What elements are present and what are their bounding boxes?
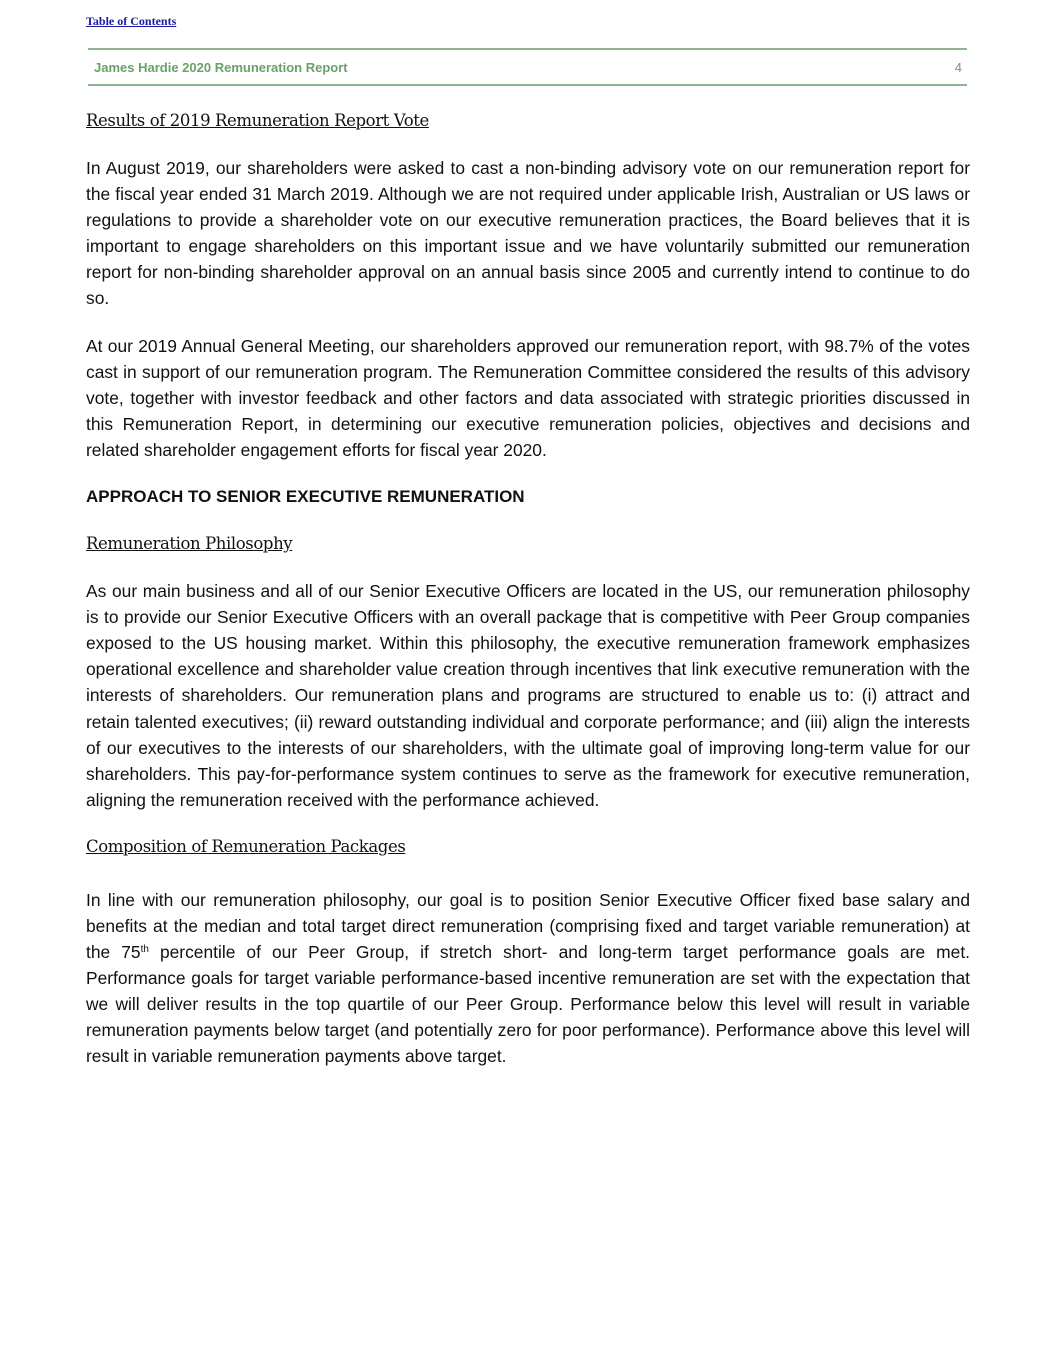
document-body [86,108,970,1070]
philosophy-heading: Remuneration Philosophy [86,534,293,554]
page-number: 4 [954,60,962,75]
approach-heading: APPROACH TO SENIOR EXECUTIVE REMUNERATION [86,487,525,507]
vote-results-heading: Results of 2019 Remuneration Report Vote [86,111,429,130]
table-of-contents-link[interactable]: Table of Contents [86,14,177,28]
composition-paragraph [86,887,970,1070]
composition-heading: Composition of Remuneration Packages [86,836,406,856]
ordinal-superscript: th [140,944,149,956]
composition-text-part-2: percentile of our Peer Group, if stretch short- and long-term target performance goals are met. Performance goals for target variable performance-based incentive remuneration are set with the expectation that we will deliver results in the top quartile of our Peer Group. Performance below this level will result in variable remuneration payments below target (and potentially zero for poor performance). Performance above this level will result in variable remuneration payments above target. [86,942,970,1067]
composition-text-part-1: In line with our remuneration philosophy, our goal is to position Senior Executive Officer fixed base salary and benefits at the median and total target direct remuneration (comprising fixed and target variable remuneration) at the 75 [86,889,970,963]
report-title: James Hardie 2020 Remuneration Report [94,60,348,75]
vote-results-paragraph-2: At our 2019 Annual General Meeting, our shareholders approved our remuneration report, with 98.7% of the votes cast in support of our remuneration program. The Remuneration Committee considered the results of this advisory vote, together with investor feedback and other factors and data associated with strategic priorities discussed in this Remuneration Report, in determining our executive remuneration policies, objectives and decisions and related shareholder engagement efforts for fiscal year 2020. [86,335,970,460]
page-header [88,48,967,86]
vote-results-paragraph-1: In August 2019, our shareholders were asked to cast a non-binding advisory vote on our remuneration report for the fiscal year ended 31 March 2019. Although we are not required under applicable Irish, Australian or US laws or regulations to provide a shareholder vote on our executive remuneration practices, the Board believes that it is important to engage shareholders on this important issue and we have voluntarily submitted our remuneration report for non-binding shareholder approval on an annual basis since 2005 and currently intend to continue to do so. [86,158,970,309]
philosophy-paragraph: As our main business and all of our Senior Executive Officers are located in the US, our remuneration philosophy is to provide our Senior Executive Officers with an overall package that is competitive with Peer Group companies exposed to the US housing market. Within this philosophy, the executive remuneration framework emphasizes operational excellence and shareholder value creation through incentives that link executive remuneration with the interests of shareholders. Our remuneration plans and programs are structured to enable us to: (i) attract and retain talented executives; (ii) reward outstanding individual and corporate performance; and (iii) align the interests of our executives to the interests of our shareholders, with the ultimate goal of improving long-term value for our shareholders. This pay-for-performance system continues to serve as the framework for executive remuneration, aligning the remuneration received with the performance achieved. [86,581,970,810]
